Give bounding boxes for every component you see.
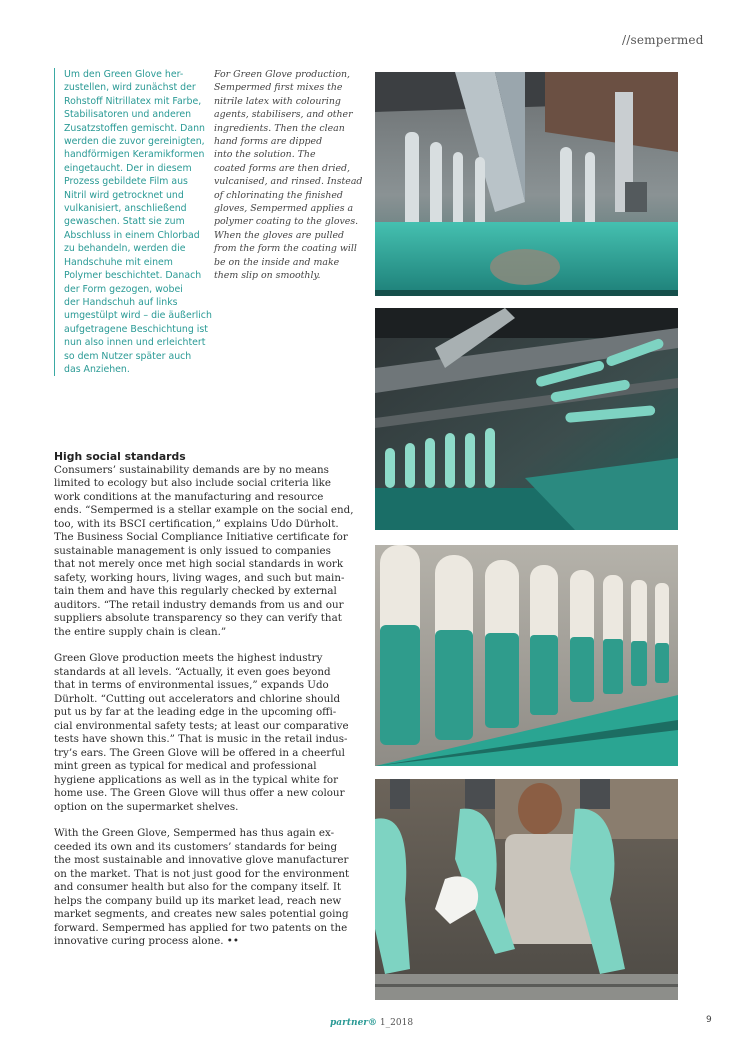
article-paragraph: Consumers’ sustainability demands are by no means limited to ecology but also include social criteria like work conditions at the manufacturing and resource ends. “Sempermed is a stellar example on the social end, too, with its BSCI certification,” explains Udo Dürholt. The Business Social Compliance Initiative certificate for sustainable management is only issued to companies that not merely once met high social standards in work safety, working hours, living wages, and such but main- tain them and have this regularly checked by external auditors. “The retail industry demands from us and our suppliers absolute transparency so they can verify that the entire supply chain is clean.” — [54, 463, 354, 638]
section-tag: //sempermed — [622, 33, 704, 47]
footer-issue: 1_2018 — [379, 1018, 414, 1028]
photo-dipping-tank — [375, 72, 678, 296]
german-intro: Um den Green Glove her- zustellen, wird zunächst der Rohstoff Nitrillatex mit Farbe, Stabilisatoren und anderen Zusatzstoffen gemischt. Dann werden die zuvor gereinigten, handförmigen Keramikformen eingetaucht. Der in diesem Prozess gebildete Film aus Nitril wird getrocknet und vulkanisiert, anschließend gewaschen. Statt sie zum Abschluss in einem Chlorbad zu behandeln, werden die Handschuhe mit einem Polymer beschichtet. Danach der Form gezogen, wobei der Handschuh auf links umgestülpt wird – die äußerlich aufgetragene Beschichtung ist nun also innen und erleichtert so dem Nutzer später auch das Anziehen. — [54, 68, 214, 376]
photo-production-line — [375, 308, 678, 530]
article-heading: High social standards — [54, 450, 186, 463]
page-footer — [330, 1018, 530, 1028]
photo-glove-forms — [375, 545, 678, 766]
footer-brand: partner® — [330, 1018, 378, 1028]
article-paragraph: With the Green Glove, Sempermed has thus again ex- ceeded its own and its customers’ standards for being the most sustainable and innovative glove manufacturer on the market. That is not just good for the environment and consumer health but also for the company itself. It helps the company build up its market lead, reach new market segments, and creates new sales potential going forward. Sempermed has applied for two patents on the innovative curing process alone. •• — [54, 827, 350, 948]
article-body — [54, 450, 364, 962]
english-intro: For Green Glove production, Sempermed first mixes the nitrile latex with colouring agents, stabilisers, and other ingredients. Then the clean hand forms are dipped into the solution. The coated forms are then dried, vulcanised, and rinsed. Instead of chlorinating the finished gloves, Sempermed applies a polymer coating to the gloves. When the gloves are pulled from the form the coating will be on the inside and make them slip on smoothly. — [214, 69, 363, 282]
photo-worker-inspection — [375, 779, 678, 1000]
article-paragraph: Green Glove production meets the highest industry standards at all levels. “Actually, it even goes beyond that in terms of environmental issues,” expands Udo Dürholt. “Cutting out accelerators and chlorine should put us by far at the leading edge in the upcoming offi- cial environmental safety tests; at least our comparative tests have shown this.” That is music in the retail indus- try’s ears. The Green Glove will be offered in a cheerful mint green as typical for medical and professional hygiene applications as well as in the typical white for home use. The Green Glove will thus offer a new colour option on the supermarket shelves. — [54, 652, 349, 813]
page-number: 9 — [706, 1015, 712, 1025]
